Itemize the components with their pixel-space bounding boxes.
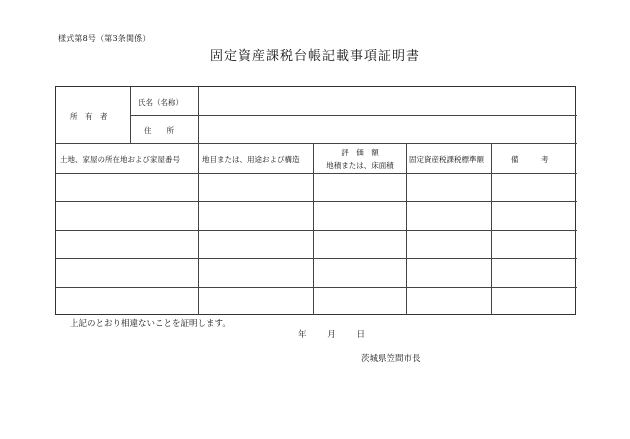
row-divider (56, 287, 577, 288)
column-divider (406, 143, 407, 315)
row-divider (56, 230, 577, 231)
row-divider (56, 258, 577, 259)
issue-date (298, 328, 375, 340)
column-header-land-use: 地目または、用途および構造 (202, 155, 300, 164)
date-month-label: 月 (327, 330, 336, 340)
owner-label-divider (130, 87, 131, 143)
date-year-label: 年 (298, 330, 307, 340)
column-header-valuation: 評 価 額 (341, 148, 379, 157)
certification-statement: 上記のとおり相違ないことを証明します。 (70, 319, 231, 329)
column-divider (491, 143, 492, 315)
address-label: 住 所 (144, 126, 174, 135)
owner-section-bottom (56, 143, 577, 144)
column-header-area: 地積または、床面積 (326, 161, 394, 170)
document-title: 固定資産課税台帳記載事項証明書 (209, 49, 420, 64)
certificate-table (55, 86, 576, 315)
column-divider (198, 143, 199, 315)
row-divider (56, 201, 577, 202)
owner-field-divider (198, 87, 199, 143)
header-row-bottom (56, 173, 577, 174)
form-number: 様式第8号（第3条関係） (58, 34, 151, 43)
column-header-remarks: 備 考 (511, 155, 549, 164)
issuer-name: 茨城県笠間市長 (361, 354, 421, 364)
column-header-location: 土地、家屋の所在地および家屋番号 (60, 155, 180, 164)
date-day-label: 日 (356, 330, 365, 340)
column-header-tax-base: 固定資産税課税標準額 (409, 155, 484, 164)
owner-label: 所 有 者 (70, 112, 108, 121)
name-label: 氏名（名称） (138, 98, 183, 107)
